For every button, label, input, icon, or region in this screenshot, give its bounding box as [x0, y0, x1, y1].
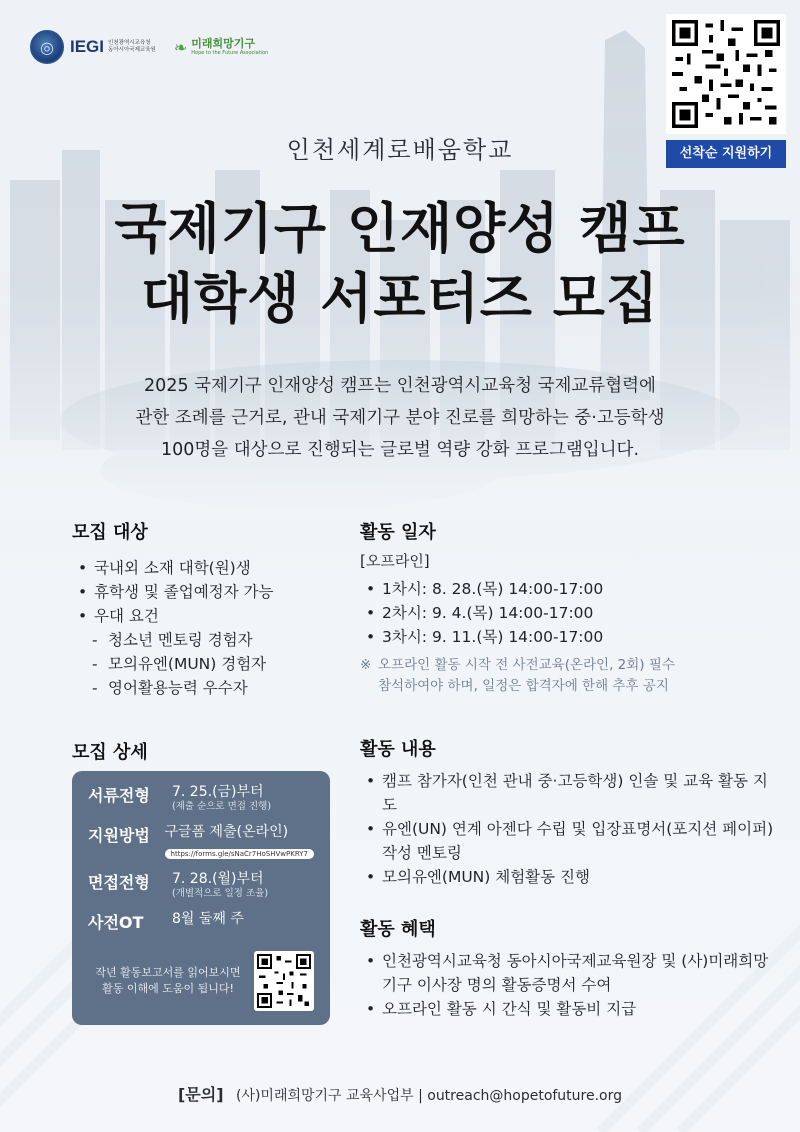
- intro-paragraph: [0, 370, 800, 466]
- preference-list: [86, 628, 352, 700]
- main-title-line1: 국제기구 인재양성 캠프: [114, 197, 686, 260]
- hope-english-name: Hope to the Future Association: [191, 50, 269, 56]
- apply-button[interactable]: 선착순 지원하기: [666, 140, 786, 168]
- content-section: [360, 735, 780, 889]
- hope-logo: [174, 38, 268, 57]
- detail-label: 사전OT: [88, 913, 144, 932]
- intro-line: 2025 국제기구 인재양성 캠프는 인천광역시교육청 국제교류협력에: [144, 376, 656, 396]
- iegi-subtitle: [108, 40, 156, 54]
- schedule-note-line: 참석하여야 하며, 일정은 합격자에 한해 추후 공지: [378, 678, 669, 694]
- schedule-mode: [오프라인]: [360, 552, 430, 570]
- list-item: • 3차시: 9. 11.(목) 14:00-17:00: [360, 625, 780, 649]
- detail-note: (제출 순으로 면접 진행): [172, 801, 272, 812]
- google-form-link[interactable]: https://forms.gle/sNaCr7HoSHVwPKRY7: [165, 849, 314, 859]
- list-item: • 국내외 소재 대학(원)생: [72, 556, 352, 580]
- detail-row: [88, 783, 314, 813]
- list-item: - 영어활용능력 우수자: [86, 676, 352, 700]
- detail-row: [88, 910, 314, 933]
- main-title-line2: 대학생 서포터즈 모집: [140, 267, 660, 330]
- list-item: - 모의유엔(MUN) 경험자: [86, 652, 352, 676]
- schedule-heading: 활동 일자: [360, 522, 436, 543]
- detail-label: 면접전형: [88, 873, 150, 892]
- list-item: • 모의유엔(MUN) 체험활동 진행: [360, 865, 780, 889]
- target-heading: 모집 대상: [72, 522, 148, 543]
- list-item: - 청소년 멘토링 경험자: [86, 628, 352, 652]
- detail-value: 구글폼 제출(온라인): [164, 824, 289, 840]
- schedule-note-line: ※ 오프라인 활동 시작 전 사전교육(온라인, 2회) 필수: [378, 657, 675, 673]
- iegi-wordmark: IEGI: [70, 37, 105, 56]
- contact-text[interactable]: (사)미래희망기구 교육사업부 | outreach@hopetofuture.org: [235, 1088, 623, 1104]
- hope-name: 미래희망기구: [191, 37, 256, 50]
- content-list: [360, 769, 780, 889]
- detail-heading-wrap: [72, 738, 148, 764]
- list-item: • 휴학생 및 졸업예정자 가능: [72, 580, 352, 604]
- detail-label: 지원방법: [88, 826, 150, 845]
- benefit-section: [360, 915, 780, 1021]
- detail-value: 7. 28.(월)부터: [172, 871, 264, 887]
- benefit-heading: 활동 혜택: [360, 919, 436, 940]
- detail-row: [88, 823, 314, 860]
- globe-emblem-icon: ◎: [30, 30, 64, 64]
- detail-value: 7. 25.(금)부터: [172, 784, 264, 800]
- report-qr-area: [88, 951, 314, 1011]
- list-item: • 우대 요건: [72, 604, 352, 628]
- detail-row: [88, 870, 314, 900]
- report-qr-code[interactable]: [254, 951, 314, 1011]
- detail-heading: 모집 상세: [72, 742, 148, 763]
- list-item: • 오프라인 활동 시 간식 및 활동비 지급: [360, 997, 780, 1021]
- report-note-line: 작년 활동보고서를 읽어보시면: [95, 966, 241, 979]
- list-item: • 1차시: 8. 28.(목) 14:00-17:00: [360, 577, 780, 601]
- content-heading: 활동 내용: [360, 739, 436, 760]
- list-item: • 캠프 참가자(인천 관내 중·고등학생) 인솔 및 교육 활동 지도: [360, 769, 780, 817]
- report-note-line: 활동 이해에 도움이 됩니다!: [102, 982, 234, 995]
- iegi-logo: [30, 30, 156, 64]
- school-name: 인천세계로배움학교: [286, 136, 514, 164]
- intro-line: 100명을 대상으로 진행되는 글로벌 역량 강화 프로그램입니다.: [160, 440, 640, 460]
- logo-bar: [30, 30, 268, 64]
- schedule-list: [360, 577, 780, 649]
- list-item: • 2차시: 9. 4.(목) 14:00-17:00: [360, 601, 780, 625]
- detail-label: 서류전형: [88, 786, 150, 805]
- apply-qr-code[interactable]: [666, 14, 786, 134]
- qr-code-icon: [257, 954, 311, 1008]
- leaf-icon: ❧: [173, 37, 188, 57]
- detail-box: [72, 771, 330, 1025]
- intro-line: 관한 조례를 근거로, 관내 국제기구 분야 진로를 희망하는 중·고등학생: [135, 408, 665, 428]
- list-item: • 인천광역시교육청 동아시아국제교육원장 및 (사)미래희망기구 이사장 명의 활동증명서 수여: [360, 949, 780, 997]
- target-section: [72, 518, 352, 700]
- schedule-section: [360, 518, 780, 697]
- detail-value: 8월 둘째 주: [172, 911, 244, 927]
- iegi-subtitle-line1: 인천광역시교육청: [108, 40, 151, 46]
- target-list: [72, 556, 352, 628]
- contact-footer: [0, 1082, 800, 1105]
- contact-label: [문의]: [177, 1085, 224, 1104]
- detail-note: (개별적으로 일정 조율): [172, 888, 269, 899]
- qr-code-icon: [672, 20, 780, 128]
- schedule-note: [360, 655, 780, 697]
- iegi-subtitle-line2: 동아시아국제교육원: [108, 47, 156, 53]
- list-item: • 유엔(UN) 연계 아젠다 수립 및 입장표명서(포지션 페이퍼) 작성 멘토링: [360, 817, 780, 865]
- benefit-list: [360, 949, 780, 1021]
- report-note: [88, 965, 248, 997]
